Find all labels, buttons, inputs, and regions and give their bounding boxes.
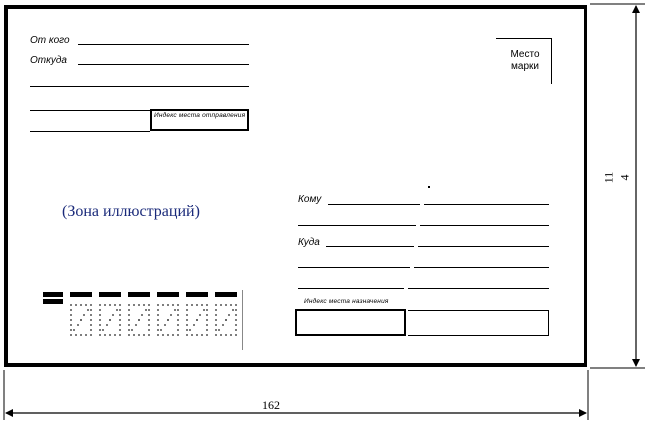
width-dimension-label: 162 — [262, 398, 280, 412]
where-to-label: Куда — [298, 237, 320, 248]
from-label: От кого — [30, 35, 70, 46]
height-dimension-label-2: 4 — [617, 174, 632, 181]
height-dimension-label-1: 11 — [601, 171, 616, 184]
recipient-index-label: Индекс места назначения — [304, 298, 389, 305]
where-from-label: Откуда — [30, 55, 67, 66]
to-label: Кому — [298, 194, 322, 205]
sender-index-label: Индекс места отправления — [154, 112, 246, 119]
stamp-label-line2: марки — [511, 61, 539, 72]
stamp-label-line1: Место — [510, 49, 540, 60]
illustration-zone-label: (Зона иллюстраций) — [62, 203, 200, 220]
